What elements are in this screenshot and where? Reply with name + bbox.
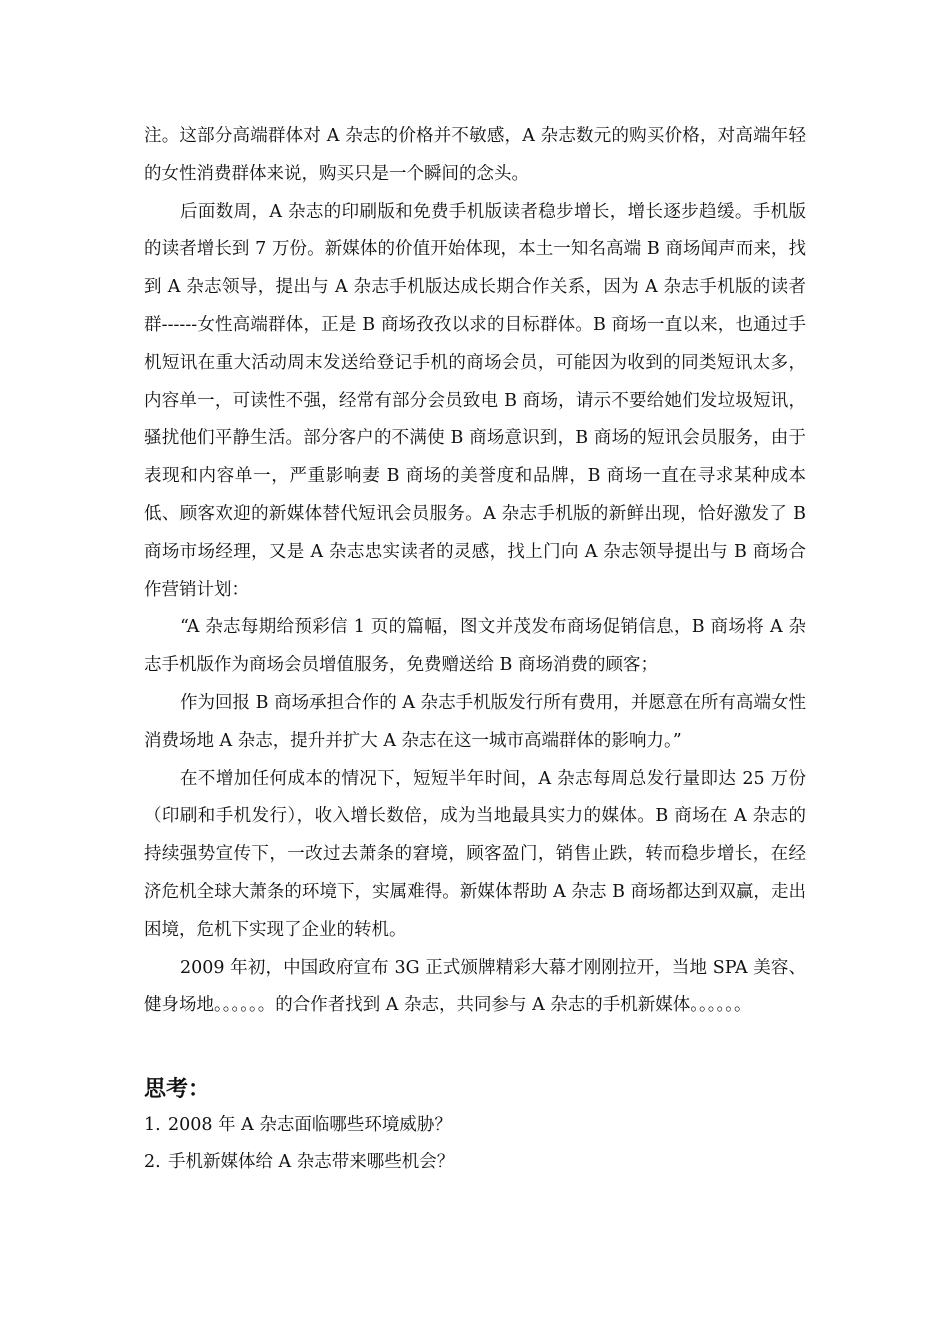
paragraph-3g-outlook: 2009 年初，中国政府宣布 3G 正式颁牌精彩大幕才刚刚拉开，当地 SPA 美容、健身场地。。。。。。的合作者找到 A 杂志，共同参与 A 杂志的手机新媒体。。。。。。	[144, 957, 806, 1016]
question-item	[144, 1107, 806, 1144]
paragraph-proposal-quote-start: “A 杂志每期给预彩信 1 页的篇幅，图文并茂发布商场促销信息，B 商场将 A 杂志手机版作为商场会员增值服务，免费赠送给 B 商场消费的顾客；	[144, 617, 806, 676]
paragraph-proposal-quote-end: 作为回报 B 商场承担合作的 A 杂志手机版发行所有费用，并愿意在所有高端女性消费场地 A 杂志，提升并扩大 A 杂志在这一城市高端群体的影响力。”	[144, 692, 806, 751]
section-heading-thinking: 思考：	[144, 1077, 211, 1103]
paragraph-mobile-readership: 后面数周，A 杂志的印刷版和免费手机版读者稳步增长，增长逐步趋缓。手机版的读者增长到 7 万份。新媒体的价值开始体现，本土一知名高端 B 商场闻声而来，找到 A 杂志领导，提出与 A 杂志手机版达成长期合作关系，因为 A 杂志手机版的读者群------女性高端群体，正是 B 商场孜孜以求的目标群体。B 商场一直以来，也通过手机短讯在重大活动周末发送给登记手机的商场会员，可能因为收到的同类短讯太多，内容单一，可读性不强，经常有部分会员致电 B 商场，请示不要给她们发垃圾短讯，骚扰他们平静生活。部分客户的不满使 B 商场意识到，B 商场的短讯会员服务，由于表现和内容单一，严重影响妻 B 商场的美誉度和品牌，B 商场一直在寻求某种成本低、顾客欢迎的新媒体替代短讯会员服务。A 杂志手机版的新鲜出现，恰好激发了 B 商场市场经理，又是 A 杂志忠实读者的灵感，找上门向 A 杂志领导提出与 B 商场合作营销计划：	[144, 201, 806, 600]
question-item	[144, 1144, 806, 1181]
question-number: 2.	[144, 1152, 161, 1173]
paragraph-continuation: 注。这部分高端群体对 A 杂志的价格并不敏感，A 杂志数元的购买价格，对高端年轻的女性消费群体来说，购买只是一个瞬间的念头。	[144, 126, 806, 184]
document-page	[144, 118, 806, 1181]
question-number: 1.	[144, 1115, 161, 1136]
question-text: 2008 年 A 杂志面临哪些环境威胁？	[168, 1115, 452, 1136]
paragraph-results: 在不增加任何成本的情况下，短短半年时间，A 杂志每周总发行量即达 25 万份（印刷和手机发行），收入增长数倍，成为当地最具实力的媒体。B 商场在 A 杂志的持续强势宣传下，一改过去萧条的窘境，顾客盈门，销售止跌，转而稳步增长，在经济危机全球大萧条的环境下，实属难得。新媒体帮助 A 杂志 B 商场都达到双赢，走出困境，危机下实现了企业的转机。	[144, 768, 806, 940]
question-text: 手机新媒体给 A 杂志带来哪些机会？	[168, 1152, 455, 1173]
